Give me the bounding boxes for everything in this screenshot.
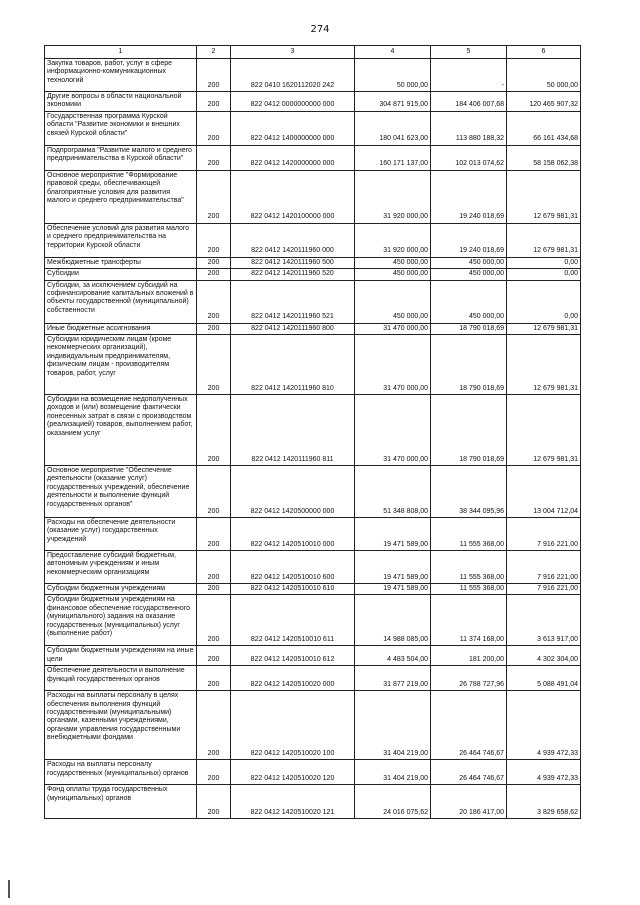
row-executed-value: 11 555 368,00 <box>431 584 507 595</box>
row-remaining-value: 7 916 221,00 <box>507 551 581 584</box>
row-grbs-code: 200 <box>197 518 231 551</box>
row-grbs-code: 200 <box>197 170 231 223</box>
row-approved-value: 31 470 000,00 <box>355 323 431 334</box>
table-row <box>45 466 581 518</box>
row-approved-value: 19 471 589,00 <box>355 584 431 595</box>
row-name: Обеспечение деятельности и выполнение функций государственных органов <box>45 666 197 691</box>
row-name: Расходы на обеспечение деятельности (оказание услуг) государственных учреждений <box>45 518 197 551</box>
row-approved-value: 450 000,00 <box>355 257 431 268</box>
row-budget-code: 822 0412 1420510020 000 <box>231 666 355 691</box>
row-name: Субсидии бюджетным учреждениям <box>45 584 197 595</box>
row-name: Субсидии юридическим лицам (кроме некоммерческих организаций), индивидуальным предпринимателям, физическим лицам - производителям товаров, работ, услуг <box>45 335 197 395</box>
row-remaining-value: 7 916 221,00 <box>507 584 581 595</box>
row-grbs-code: 200 <box>197 395 231 466</box>
table-row <box>45 518 581 551</box>
table-row <box>45 760 581 785</box>
table-row <box>45 92 581 112</box>
row-remaining-value: 66 161 434,68 <box>507 111 581 145</box>
row-budget-code: 822 0412 0000000000 000 <box>231 92 355 112</box>
row-remaining-value: 3 613 917,00 <box>507 595 581 646</box>
row-name: Субсидии бюджетным учреждениям на иные цели <box>45 646 197 666</box>
row-approved-value: 19 471 589,00 <box>355 551 431 584</box>
row-executed-value: 26 464 746,67 <box>431 691 507 760</box>
row-grbs-code: 200 <box>197 223 231 257</box>
row-executed-value: 18 790 018,69 <box>431 335 507 395</box>
row-grbs-code: 200 <box>197 466 231 518</box>
row-executed-value: 26 788 727,96 <box>431 666 507 691</box>
row-approved-value: 51 348 808,00 <box>355 466 431 518</box>
row-grbs-code: 200 <box>197 257 231 268</box>
row-name: Государственная программа Курской области "Развитие экономики и внешних связей Курской области" <box>45 111 197 145</box>
row-remaining-value: 0,00 <box>507 257 581 268</box>
row-grbs-code: 200 <box>197 111 231 145</box>
row-remaining-value: 5 088 491,04 <box>507 666 581 691</box>
row-remaining-value: 3 829 658,62 <box>507 785 581 819</box>
row-name: Межбюджетные трансферты <box>45 257 197 268</box>
table-row <box>45 170 581 223</box>
row-name: Обеспечение условий для развития малого и среднего предпринимательства на территории Курской области <box>45 223 197 257</box>
row-budget-code: 822 0412 1420500000 000 <box>231 466 355 518</box>
row-budget-code: 822 0412 1420510010 610 <box>231 584 355 595</box>
row-budget-code: 822 0412 1420510010 612 <box>231 646 355 666</box>
row-executed-value: 19 240 018,69 <box>431 223 507 257</box>
row-grbs-code: 200 <box>197 92 231 112</box>
row-budget-code: 822 0412 1420111960 520 <box>231 269 355 280</box>
row-budget-code: 822 0412 1420111960 500 <box>231 257 355 268</box>
row-executed-value: 11 374 168,00 <box>431 595 507 646</box>
table-row <box>45 59 581 92</box>
table-row <box>45 223 581 257</box>
row-approved-value: 31 877 219,00 <box>355 666 431 691</box>
row-budget-code: 822 0410 1620112020 242 <box>231 59 355 92</box>
row-name: Подпрограмма "Развитие малого и среднего предпринимательства в Курской области" <box>45 145 197 170</box>
row-grbs-code: 200 <box>197 646 231 666</box>
row-name: Предоставление субсидий бюджетным, автономным учреждениям и иным некоммерческим организациям <box>45 551 197 584</box>
row-approved-value: 31 404 219,00 <box>355 691 431 760</box>
row-remaining-value: 13 004 712,04 <box>507 466 581 518</box>
row-approved-value: 50 000,00 <box>355 59 431 92</box>
row-budget-code: 822 0412 1420111960 521 <box>231 280 355 323</box>
row-budget-code: 822 0412 1420510010 600 <box>231 551 355 584</box>
row-approved-value: 450 000,00 <box>355 269 431 280</box>
row-grbs-code: 200 <box>197 595 231 646</box>
row-remaining-value: 50 000,00 <box>507 59 581 92</box>
row-budget-code: 822 0412 1420111960 800 <box>231 323 355 334</box>
row-budget-code: 822 0412 1420111960 811 <box>231 395 355 466</box>
row-budget-code: 822 0412 1420510010 611 <box>231 595 355 646</box>
row-budget-code: 822 0412 1420100000 000 <box>231 170 355 223</box>
row-grbs-code: 200 <box>197 785 231 819</box>
scan-edge-mark <box>8 880 10 898</box>
row-grbs-code: 200 <box>197 145 231 170</box>
table-row <box>45 280 581 323</box>
row-grbs-code: 200 <box>197 280 231 323</box>
row-name: Другие вопросы в области национальной экономики <box>45 92 197 112</box>
row-approved-value: 31 470 000,00 <box>355 395 431 466</box>
row-name: Фонд оплаты труда государственных (муниципальных) органов <box>45 785 197 819</box>
table-row <box>45 551 581 584</box>
row-remaining-value: 0,00 <box>507 280 581 323</box>
row-grbs-code: 200 <box>197 269 231 280</box>
row-name: Основное мероприятие "Формирование правовой среды, обеспечивающей благоприятные условия для развития малого и среднего предпринимательства" <box>45 170 197 223</box>
row-budget-code: 822 0412 1400000000 000 <box>231 111 355 145</box>
row-grbs-code: 200 <box>197 691 231 760</box>
row-name: Иные бюджетные ассигнования <box>45 323 197 334</box>
table-row <box>45 145 581 170</box>
row-name: Закупка товаров, работ, услуг в сфере информационно-коммуникационных технологий <box>45 59 197 92</box>
row-name: Субсидии <box>45 269 197 280</box>
table-row <box>45 111 581 145</box>
row-approved-value: 160 171 137,00 <box>355 145 431 170</box>
row-approved-value: 180 041 623,00 <box>355 111 431 145</box>
row-approved-value: 31 470 000,00 <box>355 335 431 395</box>
row-executed-value: 113 880 188,32 <box>431 111 507 145</box>
row-budget-code: 822 0412 1420510010 000 <box>231 518 355 551</box>
row-approved-value: 24 016 075,62 <box>355 785 431 819</box>
row-executed-value: 184 406 007,68 <box>431 92 507 112</box>
row-remaining-value: 0,00 <box>507 269 581 280</box>
row-executed-value: 102 013 074,62 <box>431 145 507 170</box>
row-grbs-code: 200 <box>197 584 231 595</box>
row-remaining-value: 12 679 981,31 <box>507 335 581 395</box>
row-executed-value: 18 790 018,69 <box>431 323 507 334</box>
table-row <box>45 785 581 819</box>
row-name: Субсидии, за исключением субсидий на софинансирование капитальных вложений в объекты государственной (муниципальной) собственности <box>45 280 197 323</box>
column-header: 4 <box>355 46 431 59</box>
row-grbs-code: 200 <box>197 760 231 785</box>
row-executed-value: 18 790 018,69 <box>431 395 507 466</box>
table-row <box>45 323 581 334</box>
row-remaining-value: 4 939 472,33 <box>507 691 581 760</box>
table-row <box>45 666 581 691</box>
row-executed-value: 20 186 417,00 <box>431 785 507 819</box>
row-name: Субсидии на возмещение недополученных доходов и (или) возмещение фактически понесенных затрат в связи с производством (реализацией) товаров, выполнением работ, оказанием услуг <box>45 395 197 466</box>
row-approved-value: 450 000,00 <box>355 280 431 323</box>
table-row <box>45 584 581 595</box>
row-name: Расходы на выплаты персоналу государственных (муниципальных) органов <box>45 760 197 785</box>
row-approved-value: 4 483 504,00 <box>355 646 431 666</box>
row-name: Субсидии бюджетным учреждениям на финансовое обеспечение государственного (муниципального) задания на оказание государственных (муниципальных) услуг (выполнение работ) <box>45 595 197 646</box>
row-grbs-code: 200 <box>197 323 231 334</box>
row-remaining-value: 7 916 221,00 <box>507 518 581 551</box>
row-approved-value: 304 871 915,00 <box>355 92 431 112</box>
row-remaining-value: 12 679 981,31 <box>507 170 581 223</box>
column-header: 5 <box>431 46 507 59</box>
column-header: 6 <box>507 46 581 59</box>
row-budget-code: 822 0412 1420111960 000 <box>231 223 355 257</box>
table-header-row <box>45 46 581 59</box>
column-header: 2 <box>197 46 231 59</box>
column-header: 1 <box>45 46 197 59</box>
row-budget-code: 822 0412 1420510020 100 <box>231 691 355 760</box>
row-approved-value: 31 404 219,00 <box>355 760 431 785</box>
row-remaining-value: 4 302 304,00 <box>507 646 581 666</box>
row-remaining-value: 12 679 981,31 <box>507 223 581 257</box>
row-approved-value: 31 920 000,00 <box>355 170 431 223</box>
row-executed-value: 38 344 095,96 <box>431 466 507 518</box>
page-number: 274 <box>310 24 330 35</box>
table-row <box>45 269 581 280</box>
row-remaining-value: 58 158 062,38 <box>507 145 581 170</box>
row-name: Расходы на выплаты персоналу в целях обеспечения выполнения функций государственными (муниципальными) органами, казенными учреждениями, органами управления государственными внебюджетными фондами <box>45 691 197 760</box>
row-budget-code: 822 0412 1420510020 120 <box>231 760 355 785</box>
row-budget-code: 822 0412 1420510020 121 <box>231 785 355 819</box>
table-row <box>45 646 581 666</box>
row-budget-code: 822 0412 1420111960 810 <box>231 335 355 395</box>
row-executed-value: 11 555 368,00 <box>431 518 507 551</box>
table-row <box>45 257 581 268</box>
row-executed-value: 450 000,00 <box>431 257 507 268</box>
row-name: Основное мероприятие "Обеспечение деятельности (оказание услуг) государственных учреждений, обеспечение деятельности и выполнение функций государственных органов" <box>45 466 197 518</box>
row-executed-value: 450 000,00 <box>431 280 507 323</box>
table-row <box>45 691 581 760</box>
row-grbs-code: 200 <box>197 59 231 92</box>
row-budget-code: 822 0412 1420000000 000 <box>231 145 355 170</box>
row-executed-value: 11 555 368,00 <box>431 551 507 584</box>
column-header: 3 <box>231 46 355 59</box>
row-grbs-code: 200 <box>197 335 231 395</box>
budget-table <box>44 45 581 819</box>
table-row <box>45 335 581 395</box>
row-remaining-value: 12 679 981,31 <box>507 395 581 466</box>
table-row <box>45 395 581 466</box>
row-grbs-code: 200 <box>197 551 231 584</box>
row-executed-value: 181 200,00 <box>431 646 507 666</box>
row-executed-value: 19 240 018,69 <box>431 170 507 223</box>
row-executed-value: 26 464 746,67 <box>431 760 507 785</box>
row-approved-value: 14 988 085,00 <box>355 595 431 646</box>
row-remaining-value: 4 939 472,33 <box>507 760 581 785</box>
row-executed-value: - <box>431 59 507 92</box>
row-approved-value: 31 920 000,00 <box>355 223 431 257</box>
row-remaining-value: 120 465 907,32 <box>507 92 581 112</box>
table-row <box>45 595 581 646</box>
row-grbs-code: 200 <box>197 666 231 691</box>
row-executed-value: 450 000,00 <box>431 269 507 280</box>
row-remaining-value: 12 679 981,31 <box>507 323 581 334</box>
row-approved-value: 19 471 589,00 <box>355 518 431 551</box>
